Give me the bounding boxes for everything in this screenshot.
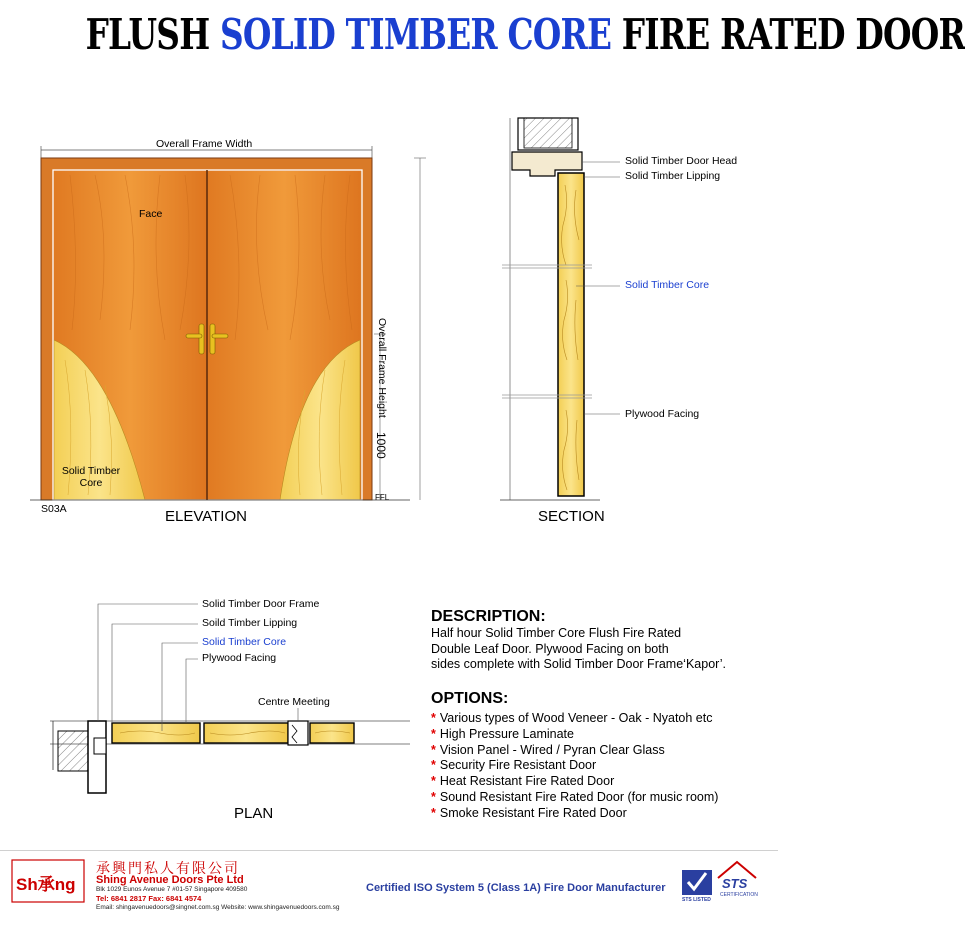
section-drawing <box>500 118 620 500</box>
options-block <box>431 690 718 822</box>
plan-caption: PLAN <box>234 805 274 822</box>
page-title: FLUSH SOLID TIMBER CORE FIRE RATED DOOR <box>85 10 965 59</box>
description-heading: DESCRIPTION: <box>431 608 546 625</box>
company-contact: Email: shingavenuedoors@singnet.com.sg Website: www.shingavenuedoors.com.sg <box>96 904 340 911</box>
section-door-head-label: Solid Timber Door Head <box>625 155 738 167</box>
description-line: Half hour Solid Timber Core Flush Fire Rated <box>431 626 682 640</box>
section-caption: SECTION <box>538 508 605 525</box>
sts-certification: CERTIFICATION <box>720 892 758 898</box>
description-line: Double Leaf Door. Plywood Facing on both <box>431 641 669 656</box>
section-core-label: Solid Timber Core <box>625 279 710 291</box>
certification-text: Certified ISO System 5 (Class 1A) Fire Door Manufacturer <box>366 882 666 894</box>
elevation-caption: ELEVATION <box>165 508 247 525</box>
plan-lipping-label: Soild Timber Lipping <box>202 617 298 629</box>
section-facing-label: Plywood Facing <box>625 408 700 420</box>
options-heading: OPTIONS: <box>431 690 509 707</box>
core-label: Solid Timber Core <box>61 465 121 489</box>
company-name-en: Shing Avenue Doors Pte Ltd <box>96 874 244 886</box>
face-label: Face <box>139 208 163 220</box>
ffl-label: FFL <box>375 493 390 502</box>
footer-divider <box>0 850 778 851</box>
option-item: * Sound Resistant Fire Rated Door (for music room) <box>431 789 719 804</box>
company-phone: Tel: 6841 2817 Fax: 6841 4574 <box>96 894 202 903</box>
plan-facing-label: Plywood Facing <box>202 652 277 664</box>
sts-logo: STS <box>722 876 748 891</box>
elevation-drawing <box>30 146 426 500</box>
plan-centre-label: Centre Meeting <box>258 696 330 708</box>
option-item: * Vision Panel - Wired / Pyran Clear Glass <box>431 742 665 757</box>
company-name-cn: 承興門私人有限公司 <box>96 861 240 877</box>
drawing-code: S03A <box>41 503 67 515</box>
option-item: * Smoke Resistant Fire Rated Door <box>431 805 627 820</box>
frame-width-label: Overall Frame Width <box>156 138 253 150</box>
company-address: Blk 1029 Eunos Avenue 7 #01-57 Singapore 409580 <box>96 886 248 893</box>
height-1000-label: 1000 <box>374 432 388 459</box>
plan-core-label: Solid Timber Core <box>202 636 287 648</box>
company-logo: Sh承ng <box>16 875 76 894</box>
option-item: * Security Fire Resistant Door <box>431 758 597 773</box>
option-item: * Heat Resistant Fire Rated Door <box>431 774 615 789</box>
description-block <box>431 608 726 673</box>
option-item: * High Pressure Laminate <box>431 726 574 741</box>
description-line: sides complete with Solid Timber Door Frame‘Kapor’. <box>431 657 727 671</box>
plan-frame-label: Solid Timber Door Frame <box>202 598 320 610</box>
frame-height-label: Overall Frame Height <box>376 318 388 418</box>
section-lipping-label: Solid Timber Lipping <box>625 170 721 182</box>
plan-drawing <box>50 604 410 793</box>
sts-listed-badge: STS LISTED <box>682 897 711 903</box>
option-item: * Various types of Wood Veneer - Oak - Nyatoh etc <box>431 711 713 725</box>
